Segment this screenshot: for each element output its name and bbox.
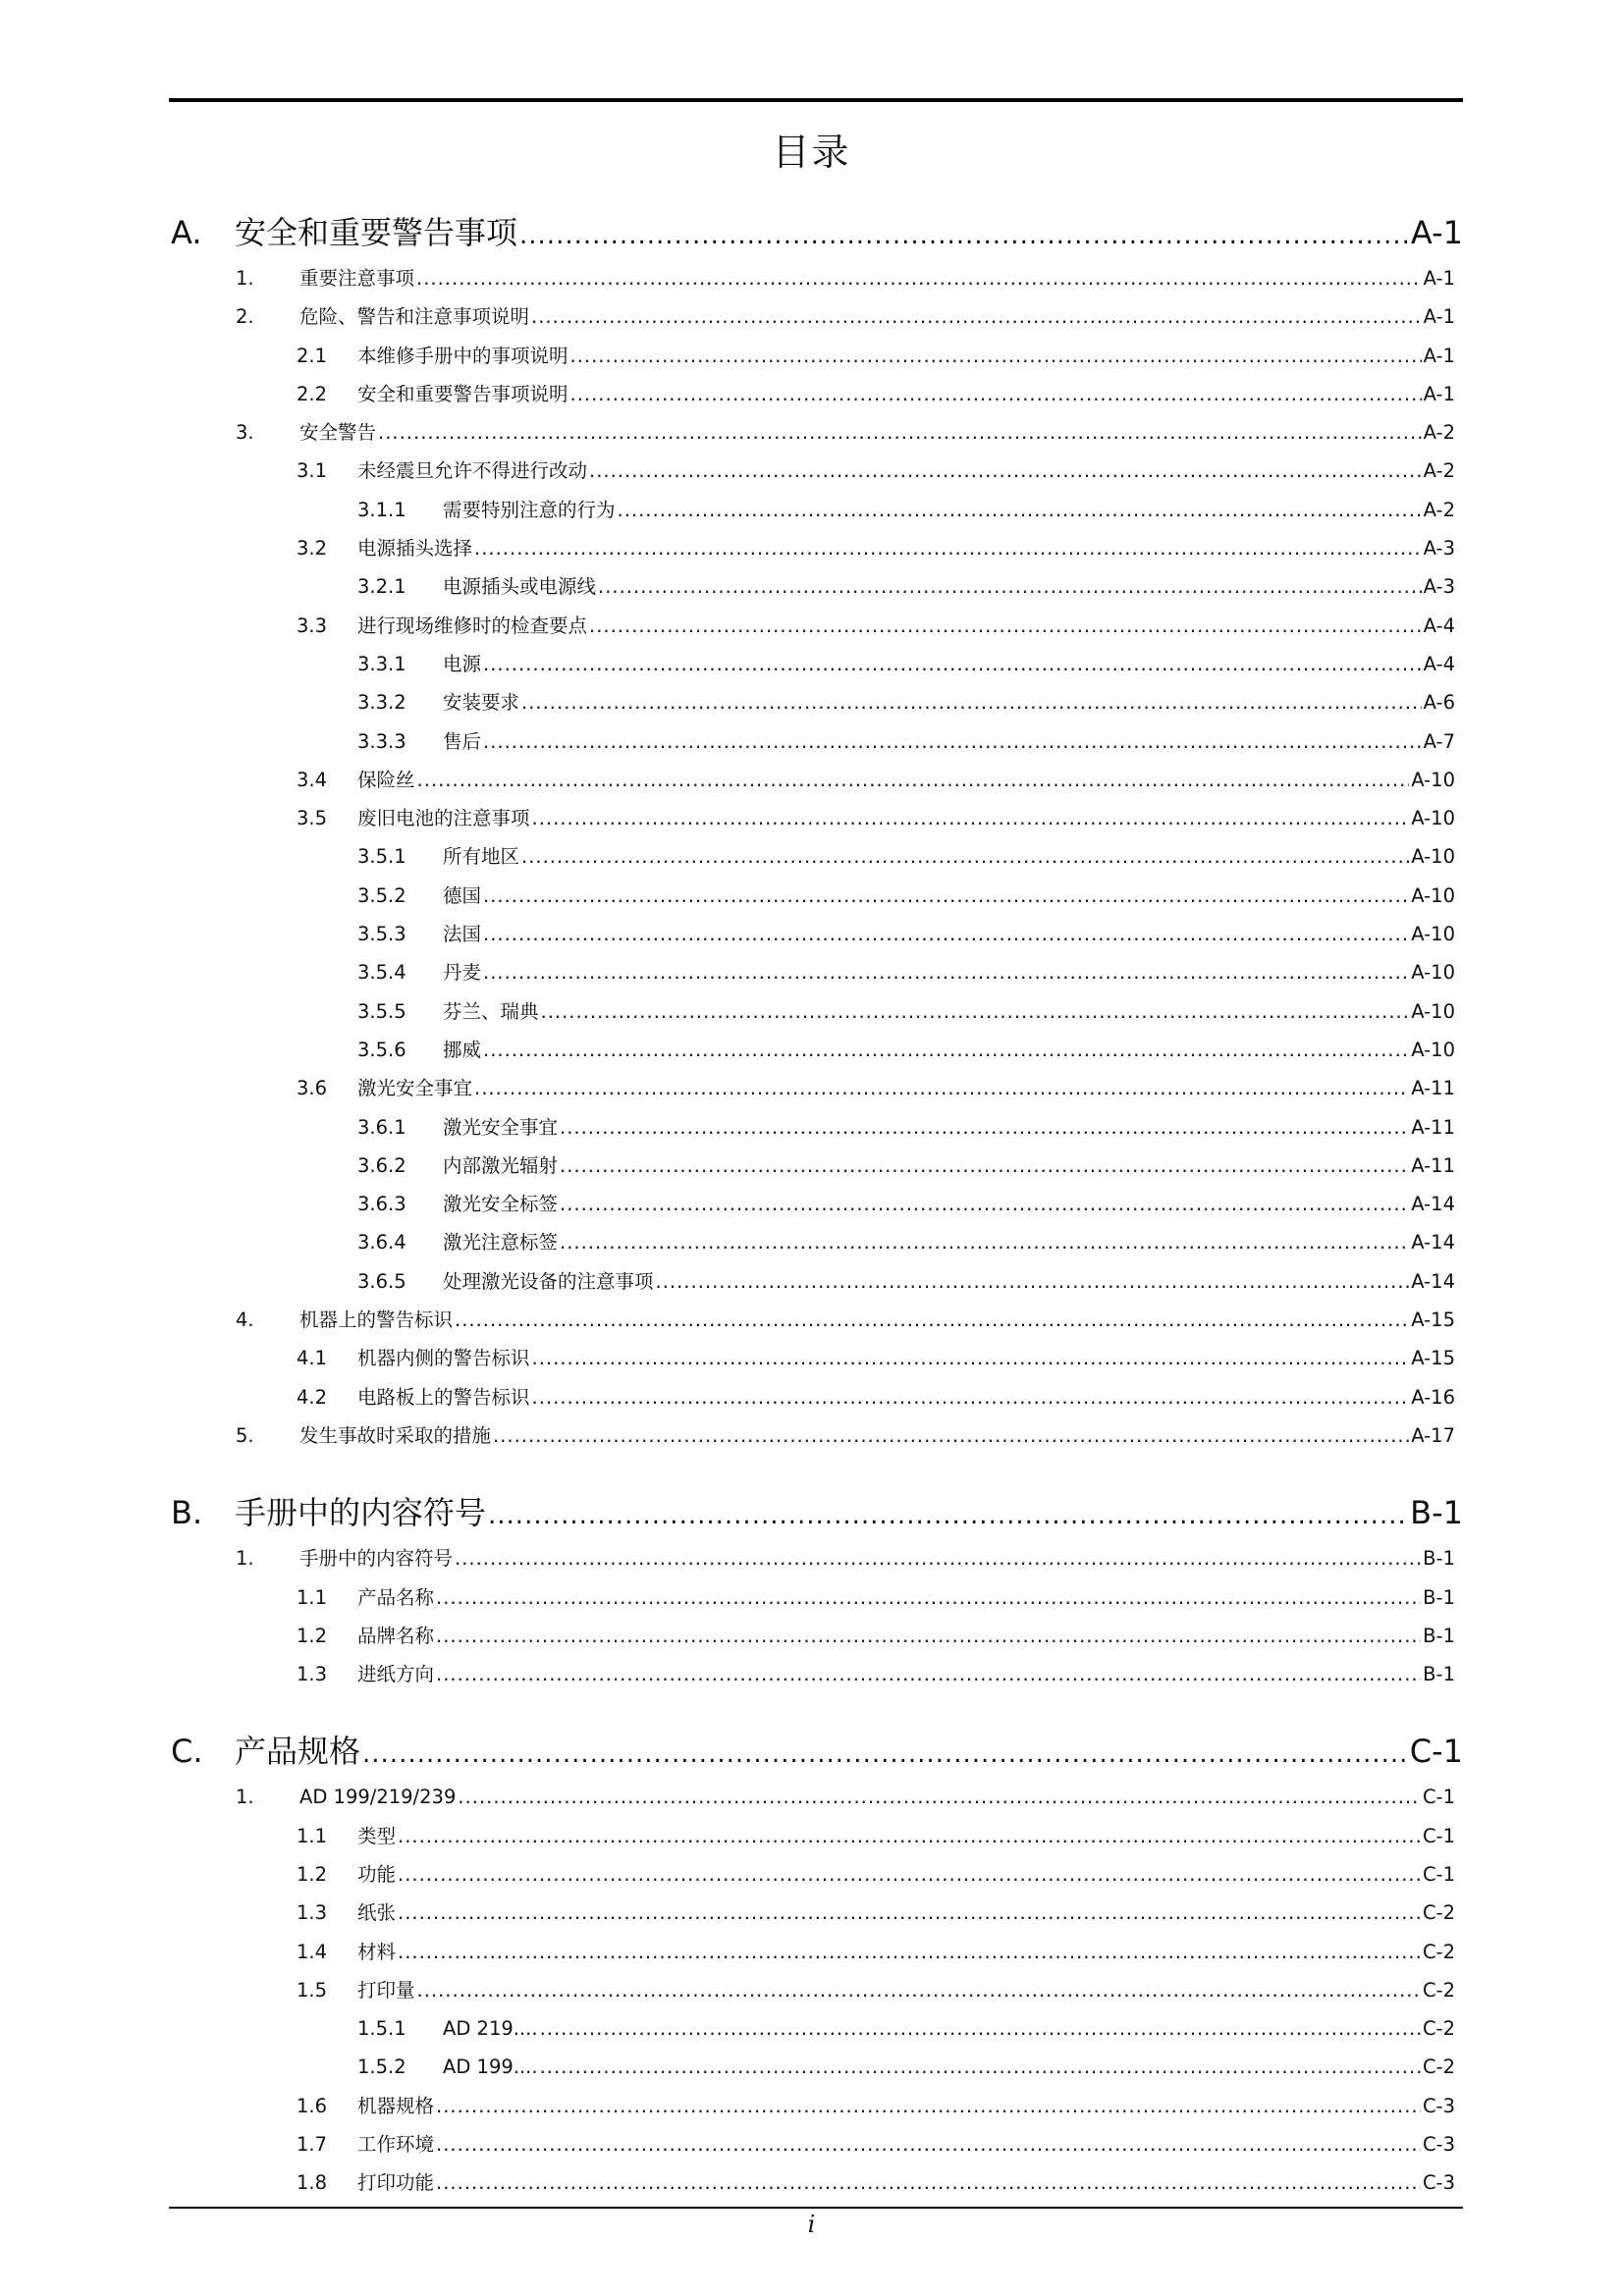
- toc-entry-number: 3.6.5: [357, 1269, 406, 1293]
- toc-entry-page: A-1: [1423, 305, 1455, 329]
- toc-entry[interactable]: [169, 1617, 1463, 1655]
- toc-leader-dots: [455, 1301, 1409, 1339]
- toc-entry-page: A-10: [1411, 961, 1455, 985]
- toc-entry[interactable]: [169, 413, 1463, 452]
- toc-entry[interactable]: [169, 1185, 1463, 1223]
- toc-leader-dots: [436, 2087, 1421, 2125]
- toc-entry-title: 售后: [443, 729, 482, 753]
- toc-entry-title: 法国: [443, 923, 482, 946]
- toc-entry[interactable]: [169, 877, 1463, 915]
- section-gap: [169, 1693, 1463, 1727]
- toc-entry[interactable]: [169, 1855, 1463, 1894]
- toc-entry-page: C-2: [1422, 1901, 1455, 1925]
- toc-entry-title: AD 199....: [443, 2056, 538, 2079]
- toc-leader-dots: [589, 452, 1422, 490]
- toc-entry-page: A-6: [1423, 691, 1455, 715]
- toc-entry-title: 安全和重要警告事项: [235, 214, 518, 251]
- toc-entry-number: 3.6.4: [357, 1231, 406, 1255]
- toc-entry-number: 1.2: [297, 1624, 328, 1647]
- toc-entry-number: 1.6: [297, 2094, 328, 2117]
- toc-entry-page: A-2: [1423, 459, 1455, 483]
- toc-leader-dots: [541, 992, 1410, 1031]
- toc-entry-number: 3.5.4: [357, 961, 406, 985]
- toc-entry-title: 品牌名称: [357, 1624, 435, 1647]
- toc-entry[interactable]: [169, 2087, 1463, 2125]
- toc-entry[interactable]: [169, 607, 1463, 645]
- toc-entry-title: 本维修手册中的事项说明: [357, 344, 568, 367]
- toc-entry[interactable]: [169, 992, 1463, 1031]
- toc-entry-number: 1.8: [297, 2171, 328, 2195]
- toc-entry[interactable]: [169, 1971, 1463, 2009]
- toc-entry-page: C-2: [1422, 2017, 1455, 2041]
- toc-entry-page: A-3: [1423, 575, 1455, 599]
- toc-entry-title: 处理激光设备的注意事项: [443, 1269, 654, 1293]
- toc-entry[interactable]: [169, 297, 1463, 336]
- toc-leader-dots: [378, 413, 1422, 452]
- toc-entry[interactable]: [169, 1539, 1463, 1577]
- toc-entry-number: 1.5.2: [357, 2056, 406, 2079]
- toc-entry[interactable]: [169, 567, 1463, 606]
- toc-entry-page: C-2: [1422, 1978, 1455, 2002]
- toc-entry-number: 1.: [236, 1786, 254, 1809]
- toc-leader-dots: [521, 683, 1422, 721]
- toc-leader-dots: [618, 491, 1422, 529]
- toc-entry[interactable]: [169, 837, 1463, 876]
- toc-entry-page: A-1: [1410, 214, 1463, 251]
- toc-leader-dots: [560, 1147, 1409, 1185]
- toc-entry-number: 4.: [236, 1308, 254, 1332]
- toc-entry-page: C-1: [1422, 1824, 1455, 1847]
- toc-leader-dots: [436, 2125, 1421, 2163]
- toc-leader-dots: [436, 1617, 1421, 1655]
- toc-entry-page: A-10: [1411, 999, 1455, 1023]
- toc-entry-title: 电源: [443, 652, 482, 675]
- toc-entry-page: A-1: [1423, 382, 1455, 405]
- toc-entry[interactable]: [169, 1339, 1463, 1377]
- toc-entry-title: 废旧电池的注意事项: [357, 807, 530, 830]
- toc-leader-dots: [483, 722, 1422, 761]
- toc-entry-page: A-4: [1423, 614, 1455, 637]
- toc-leader-dots: [417, 761, 1410, 799]
- toc-leader-dots: [560, 1108, 1409, 1147]
- table-of-contents: [169, 208, 1463, 2203]
- toc-entry-page: A-14: [1411, 1269, 1455, 1293]
- toc-leader-dots: [362, 1739, 1408, 1769]
- toc-entry-page: B-1: [1423, 1663, 1455, 1686]
- toc-entry-title: 进行现场维修时的检查要点: [357, 614, 588, 637]
- toc-leader-dots: [531, 297, 1422, 336]
- toc-entry-title: 打印功能: [357, 2171, 435, 2195]
- toc-leader-dots: [488, 1501, 1408, 1530]
- toc-entry-title: 手册中的内容符号: [299, 1547, 454, 1571]
- toc-entry-number: 3.5.6: [357, 1038, 406, 1061]
- toc-entry[interactable]: [169, 2125, 1463, 2163]
- toc-entry-title: 打印量: [357, 1978, 415, 2002]
- toc-entry-page: B-1: [1423, 1624, 1455, 1647]
- toc-entry-number: 2.: [236, 305, 254, 329]
- toc-entry[interactable]: [169, 953, 1463, 991]
- toc-leader-dots: [398, 1894, 1421, 1932]
- toc-entry[interactable]: [169, 1817, 1463, 1855]
- toc-entry-number: 3.5.3: [357, 923, 406, 946]
- toc-entry-title: 工作环境: [357, 2133, 435, 2157]
- toc-leader-dots: [532, 1378, 1410, 1416]
- toc-entry-page: A-15: [1411, 1308, 1455, 1332]
- toc-entry[interactable]: [169, 1933, 1463, 1971]
- toc-section-entry[interactable]: [169, 208, 1463, 259]
- toc-entry-number: 3.6.2: [357, 1153, 406, 1177]
- toc-leader-dots: [416, 259, 1422, 297]
- toc-entry-number: 3.: [236, 421, 254, 445]
- toc-entry-title: 激光安全标签: [443, 1193, 559, 1216]
- toc-entry-number: 3.2: [297, 537, 328, 561]
- toc-entry-page: B-1: [1410, 1494, 1463, 1532]
- toc-entry[interactable]: [169, 1578, 1463, 1617]
- toc-entry-title: 手册中的内容符号: [235, 1494, 487, 1532]
- toc-entry-title: 产品规格: [235, 1733, 361, 1771]
- toc-entry-number: 2.2: [297, 382, 328, 405]
- toc-entry-number: 3.6.1: [357, 1115, 406, 1139]
- toc-entry-page: A-14: [1411, 1193, 1455, 1216]
- toc-entry-number: 1.3: [297, 1663, 328, 1686]
- toc-entry-page: A-10: [1411, 768, 1455, 791]
- toc-leader-dots: [540, 2048, 1421, 2086]
- toc-entry-number: 3.5.5: [357, 999, 406, 1023]
- top-rule: [169, 98, 1463, 102]
- toc-entry-page: A-15: [1411, 1347, 1455, 1370]
- toc-leader-dots: [570, 375, 1422, 413]
- toc-entry-title: 危险、警告和注意事项说明: [299, 305, 530, 329]
- toc-entry[interactable]: [169, 2009, 1463, 2048]
- toc-entry-page: C-2: [1422, 2056, 1455, 2079]
- toc-entry-title: 电源插头选择: [357, 537, 473, 561]
- toc-entry[interactable]: [169, 683, 1463, 721]
- toc-leader-dots: [455, 1539, 1421, 1577]
- toc-entry-title: 安全警告: [299, 421, 377, 445]
- toc-entry-page: A-17: [1411, 1423, 1455, 1447]
- toc-leader-dots: [589, 607, 1422, 645]
- toc-entry-title: 电路板上的警告标识: [357, 1385, 530, 1409]
- toc-entry-page: A-11: [1411, 1115, 1455, 1139]
- section-gap: [169, 1455, 1463, 1488]
- toc-entry-page: A-11: [1411, 1077, 1455, 1100]
- toc-entry[interactable]: [169, 915, 1463, 953]
- toc-entry[interactable]: [169, 1069, 1463, 1107]
- toc-leader-dots: [436, 1655, 1421, 1693]
- toc-leader-dots: [493, 1416, 1409, 1455]
- toc-entry[interactable]: [169, 259, 1463, 297]
- toc-leader-dots: [483, 645, 1422, 683]
- toc-entry-title: 所有地区: [443, 845, 520, 869]
- toc-entry-title: 材料: [357, 1940, 397, 1963]
- toc-entry-number: 1.5.1: [357, 2017, 406, 2041]
- toc-leader-dots: [436, 1578, 1421, 1617]
- toc-entry-page: A-10: [1411, 807, 1455, 830]
- toc-leader-dots: [436, 2163, 1421, 2202]
- toc-entry-title: 内部激光辐射: [443, 1153, 559, 1177]
- toc-entry[interactable]: [169, 2163, 1463, 2202]
- toc-leader-dots: [483, 1031, 1409, 1069]
- toc-entry-title: 进纸方向: [357, 1663, 435, 1686]
- toc-entry-page: A-11: [1411, 1153, 1455, 1177]
- toc-entry-title: AD 199/219/239: [299, 1786, 457, 1809]
- toc-entry-title: 挪威: [443, 1038, 482, 1061]
- toc-entry-number: 1.: [236, 1547, 254, 1571]
- toc-leader-dots: [532, 1339, 1410, 1377]
- toc-entry-title: AD 219....: [443, 2017, 538, 2041]
- toc-entry-number: B.: [171, 1494, 203, 1532]
- toc-entry[interactable]: [169, 722, 1463, 761]
- toc-entry-page: A-3: [1423, 537, 1455, 561]
- toc-entry-number: 2.1: [297, 344, 328, 367]
- toc-entry-page: A-2: [1423, 421, 1455, 445]
- toc-leader-dots: [560, 1185, 1409, 1223]
- toc-leader-dots: [519, 221, 1409, 250]
- toc-leader-dots: [398, 1855, 1421, 1894]
- toc-entry[interactable]: [169, 1378, 1463, 1416]
- toc-entry-title: 激光安全事宜: [357, 1077, 473, 1100]
- toc-leader-dots: [474, 529, 1422, 567]
- toc-leader-dots: [483, 915, 1409, 953]
- toc-entry[interactable]: [169, 452, 1463, 490]
- toc-entry-title: 安装要求: [443, 691, 520, 715]
- toc-entry[interactable]: [169, 1223, 1463, 1261]
- toc-entry-page: A-4: [1423, 652, 1455, 675]
- toc-entry-title: 机器内侧的警告标识: [357, 1347, 530, 1370]
- toc-entry-number: C.: [171, 1733, 203, 1771]
- toc-entry-page: C-1: [1409, 1733, 1463, 1771]
- toc-entry-page: B-1: [1423, 1547, 1455, 1571]
- toc-entry-number: 3.5.1: [357, 845, 406, 869]
- toc-entry-title: 芬兰、瑞典: [443, 999, 539, 1023]
- toc-entry-title: 保险丝: [357, 768, 415, 791]
- toc-entry-page: C-3: [1422, 2171, 1455, 2195]
- toc-entry-page: A-14: [1411, 1231, 1455, 1255]
- toc-entry-title: 发生事故时采取的措施: [299, 1423, 492, 1447]
- toc-entry-number: 1.1: [297, 1824, 328, 1847]
- toc-leader-dots: [483, 877, 1409, 915]
- toc-entry[interactable]: [169, 491, 1463, 529]
- toc-entry-title: 电源插头或电源线: [443, 575, 597, 599]
- toc-entry-page: A-10: [1411, 845, 1455, 869]
- toc-entry-number: 3.6.3: [357, 1193, 406, 1216]
- toc-entry[interactable]: [169, 1108, 1463, 1147]
- toc-entry-title: 产品名称: [357, 1585, 435, 1609]
- toc-entry[interactable]: [169, 337, 1463, 375]
- toc-entry-page: A-16: [1411, 1385, 1455, 1409]
- toc-entry-title: 类型: [357, 1824, 397, 1847]
- toc-entry-title: 德国: [443, 883, 482, 907]
- toc-entry[interactable]: [169, 375, 1463, 413]
- page-title: 目录: [772, 131, 851, 174]
- toc-entry-page: C-1: [1422, 1862, 1455, 1886]
- toc-leader-dots: [398, 1817, 1421, 1855]
- toc-entry-number: A.: [171, 214, 202, 251]
- toc-entry-title: 安全和重要警告事项说明: [357, 382, 568, 405]
- toc-entry-number: 3.6: [297, 1077, 328, 1100]
- toc-entry-number: 3.4: [297, 768, 328, 791]
- toc-entry-number: 3.3.2: [357, 691, 406, 715]
- toc-entry-number: 4.2: [297, 1385, 328, 1409]
- toc-entry-number: 1.7: [297, 2133, 328, 2157]
- toc-entry-number: 1.3: [297, 1901, 328, 1925]
- toc-entry[interactable]: [169, 1147, 1463, 1185]
- toc-entry-number: 3.1: [297, 459, 328, 483]
- toc-leader-dots: [458, 1778, 1421, 1816]
- toc-entry-page: A-10: [1411, 923, 1455, 946]
- toc-entry-number: 3.3.3: [357, 729, 406, 753]
- toc-entry-number: 3.2.1: [357, 575, 406, 599]
- toc-leader-dots: [483, 953, 1409, 991]
- toc-leader-dots: [598, 567, 1422, 606]
- toc-entry-number: 1.5: [297, 1978, 328, 2002]
- toc-leader-dots: [656, 1262, 1410, 1301]
- toc-entry-page: C-3: [1422, 2094, 1455, 2117]
- toc-entry-number: 1.4: [297, 1940, 328, 1963]
- toc-entry-title: 重要注意事项: [299, 267, 415, 290]
- toc-entry-page: C-2: [1422, 1940, 1455, 1963]
- toc-entry-title: 丹麦: [443, 961, 482, 985]
- toc-leader-dots: [521, 837, 1409, 876]
- toc-leader-dots: [417, 1971, 1421, 2009]
- toc-entry-number: 1.2: [297, 1862, 328, 1886]
- toc-entry-number: 3.5: [297, 807, 328, 830]
- toc-entry[interactable]: [169, 645, 1463, 683]
- toc-entry[interactable]: [169, 1416, 1463, 1455]
- toc-entry-title: 未经震旦允许不得进行改动: [357, 459, 588, 483]
- toc-entry[interactable]: [169, 1031, 1463, 1069]
- toc-entry-title: 激光注意标签: [443, 1231, 559, 1255]
- toc-entry-page: A-7: [1423, 729, 1455, 753]
- toc-entry-title: 激光安全事宜: [443, 1115, 559, 1139]
- bottom-rule: [169, 2207, 1463, 2209]
- toc-entry[interactable]: [169, 529, 1463, 567]
- toc-entry-number: 3.3.1: [357, 652, 406, 675]
- toc-entry-number: 3.3: [297, 614, 328, 637]
- toc-entry-number: 4.1: [297, 1347, 328, 1370]
- toc-leader-dots: [474, 1069, 1409, 1107]
- toc-entry-page: B-1: [1423, 1585, 1455, 1609]
- toc-entry-title: 纸张: [357, 1901, 397, 1925]
- toc-entry[interactable]: [169, 1778, 1463, 1816]
- toc-entry-page: A-10: [1411, 883, 1455, 907]
- toc-entry[interactable]: [169, 1262, 1463, 1301]
- toc-leader-dots: [570, 337, 1422, 375]
- toc-entry-number: 3.5.2: [357, 883, 406, 907]
- toc-section-entry[interactable]: [169, 1488, 1463, 1539]
- page-number: i: [807, 2211, 816, 2238]
- toc-leader-dots: [532, 799, 1410, 837]
- toc-leader-dots: [560, 1223, 1409, 1261]
- toc-entry-title: 功能: [357, 1862, 397, 1886]
- toc-entry-page: A-1: [1423, 267, 1455, 290]
- toc-entry-page: C-3: [1422, 2133, 1455, 2157]
- toc-entry-number: 1.: [236, 267, 254, 290]
- toc-entry[interactable]: [169, 761, 1463, 799]
- toc-entry-number: 5.: [236, 1423, 254, 1447]
- toc-entry-title: 机器上的警告标识: [299, 1308, 454, 1332]
- toc-entry-title: 需要特别注意的行为: [443, 498, 616, 521]
- toc-entry[interactable]: [169, 1301, 1463, 1339]
- toc-leader-dots: [540, 2009, 1421, 2048]
- toc-entry-number: 1.1: [297, 1585, 328, 1609]
- toc-entry-page: A-1: [1423, 344, 1455, 367]
- toc-section-entry[interactable]: [169, 1727, 1463, 1778]
- toc-entry-page: C-1: [1422, 1786, 1455, 1809]
- toc-leader-dots: [398, 1933, 1421, 1971]
- toc-entry[interactable]: [169, 1655, 1463, 1693]
- toc-entry-page: A-2: [1423, 498, 1455, 521]
- toc-entry-page: A-10: [1411, 1038, 1455, 1061]
- toc-entry[interactable]: [169, 2048, 1463, 2086]
- toc-entry-number: 3.1.1: [357, 498, 406, 521]
- toc-entry[interactable]: [169, 799, 1463, 837]
- toc-entry-title: 机器规格: [357, 2094, 435, 2117]
- toc-entry[interactable]: [169, 1894, 1463, 1932]
